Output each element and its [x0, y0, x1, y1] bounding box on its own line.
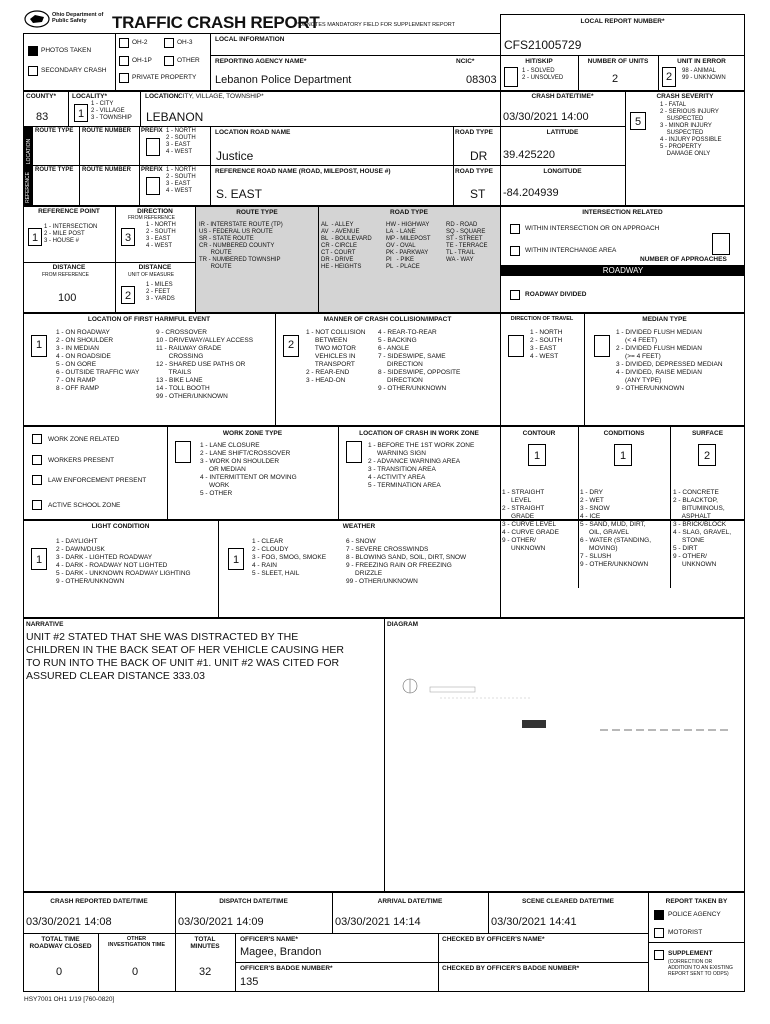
- prefix-label-ref: PREFIX: [141, 167, 163, 173]
- officer-name: Magee, Brandon: [240, 946, 322, 958]
- road-type-title: ROAD TYPE: [390, 209, 428, 216]
- checked-by-name-label: CHECKED BY OFFICER'S NAME*: [442, 936, 545, 943]
- roadway-divided-checkbox[interactable]: [510, 290, 520, 300]
- total-time: 0: [56, 966, 63, 978]
- logo-text: Ohio Department of Public Safety: [52, 12, 104, 24]
- first-harmful-box[interactable]: 1: [31, 335, 47, 357]
- prefix-options-location: 1 - NORTH 2 - SOUTH 3 - EAST 4 - WEST: [166, 128, 196, 155]
- distance-value: 100: [58, 292, 77, 304]
- police-agency-label: POLICE AGENCY: [668, 911, 721, 918]
- prefix-box-ref[interactable]: [146, 177, 160, 195]
- ohio-seal-icon: [24, 10, 50, 28]
- photos-taken-checkbox[interactable]: [28, 46, 38, 56]
- report-title: TRAFFIC CRASH REPORT: [112, 13, 320, 32]
- scene-cleared: 03/30/2021 14:41: [491, 916, 577, 928]
- private-property-label: PRIVATE PROPERTY: [132, 74, 197, 81]
- route-type-label: ROUTE TYPE: [35, 128, 74, 134]
- reporting-agency: Lebanon Police Department: [215, 74, 352, 86]
- work-zone-related-checkbox[interactable]: [32, 434, 42, 444]
- roadway-divided-label: ROADWAY DIVIDED: [525, 291, 587, 298]
- other-label: OTHER: [177, 57, 200, 64]
- number-of-units-label: NUMBER OF UNITS: [587, 58, 649, 65]
- direction-sub: FROM REFERENCE: [128, 215, 175, 221]
- distance-unit-box[interactable]: 2: [121, 286, 135, 304]
- workers-present-label: WORKERS PRESENT: [48, 457, 115, 464]
- ncic-label: NCIC*: [456, 58, 475, 65]
- reference-road-type: ST: [470, 187, 486, 201]
- local-information-label: LOCAL INFORMATION: [215, 36, 285, 43]
- unit-in-error-options: 98 - ANIMAL 99 - UNKNOWN: [682, 68, 726, 81]
- secondary-crash-label: SECONDARY CRASH: [41, 67, 107, 74]
- workers-present-checkbox[interactable]: [32, 455, 42, 465]
- road-type-label-ref: ROAD TYPE: [455, 168, 493, 175]
- weather-col1: 1 - CLEAR 2 - CLOUDY 3 - FOG, SMOG, SMOKE 4 - RAIN 5 - SLEET, HAIL: [252, 538, 327, 577]
- surface-title: SURFACE: [691, 430, 724, 437]
- locality-label: LOCALITY*: [72, 93, 108, 100]
- report-taken-title: REPORT TAKEN BY: [665, 898, 728, 905]
- diagram-street-label: [430, 687, 475, 692]
- unit-in-error-label: UNIT IN ERROR: [677, 58, 726, 65]
- light-title: LIGHT CONDITION: [91, 523, 150, 530]
- route-number-label-ref: ROUTE NUMBER: [82, 167, 131, 173]
- distance-unit-label: DISTANCE: [138, 264, 172, 271]
- dispatch: 03/30/2021 14:09: [178, 916, 264, 928]
- reporting-agency-label: REPORTING AGENCY NAME*: [215, 58, 307, 65]
- law-enforcement-label: LAW ENFORCEMENT PRESENT: [48, 477, 147, 484]
- location-value: LEBANON: [146, 110, 204, 124]
- work-zone-type-options: 1 - LANE CLOSURE 2 - LANE SHIFT/CROSSOVER 3 - WORK ON SHOULDER OR MEDIAN 4 - INTERMITTENT OR MOVING WORK 5 - OTHER: [200, 442, 297, 497]
- secondary-crash-checkbox[interactable]: [28, 66, 38, 76]
- route-type-title: ROUTE TYPE: [236, 209, 278, 216]
- odps-logo: [24, 10, 114, 30]
- median-title: MEDIAN TYPE: [642, 316, 687, 323]
- oh2-checkbox[interactable]: [119, 38, 129, 48]
- distance-unit-options: 1 - MILES 2 - FEET 3 - YARDS: [146, 282, 175, 302]
- conditions-options: 1 - DRY 2 - WET 3 - SNOW 4 - ICE 5 - SAND, MUD, DIRT, OIL, GRAVEL 6 - WATER (STANDING, MOVING) 7 - SLUSH 9 - OTHER/UNKNOWN: [580, 489, 652, 568]
- motorist-label: MOTORIST: [668, 929, 703, 936]
- hit-skip-label: HIT/SKIP: [525, 58, 553, 65]
- private-property-checkbox[interactable]: [119, 73, 129, 83]
- light-box[interactable]: 1: [31, 548, 47, 570]
- manner-title: MANNER OF CRASH COLLISION/IMPACT: [323, 316, 452, 323]
- reference-point-label: REFERENCE POINT: [38, 208, 100, 215]
- crash-datetime-label: CRASH DATE/TIME*: [531, 93, 594, 100]
- crash-reported-label: CRASH REPORTED DATE/TIME: [50, 898, 148, 905]
- diagram-vehicle: [522, 720, 546, 728]
- location-hint: CITY, VILLAGE, TOWNSHIP*: [178, 93, 264, 100]
- oh2-label: OH-2: [132, 39, 148, 46]
- intersection-related-title: INTERSECTION RELATED: [582, 209, 663, 216]
- weather-title: WEATHER: [342, 523, 376, 530]
- direction-travel-options: 1 - NORTH 2 - SOUTH 3 - EAST 4 - WEST: [530, 329, 563, 360]
- contour-title: CONTOUR: [522, 430, 556, 437]
- conditions-box[interactable]: 1: [614, 444, 632, 466]
- other-investigation-label: OTHER INVESTIGATION TIME: [107, 936, 166, 948]
- prefix-options-ref: 1 - NORTH 2 - SOUTH 3 - EAST 4 - WEST: [166, 167, 196, 194]
- mandatory-note: *DENOTES MANDATORY FIELD FOR SUPPLEMENT REPORT: [297, 22, 456, 28]
- latitude-value: 39.425220: [503, 149, 555, 161]
- route-type-label-ref: ROUTE TYPE: [35, 167, 74, 173]
- first-harmful-col1: 1 - ON ROADWAY 2 - ON SHOULDER 3 - IN MEDIAN 4 - ON ROADSIDE 5 - ON GORE 6 - OUTSIDE TRAFFIC WAY 7 - ON RAMP 8 - OFF RAMP: [56, 329, 140, 392]
- weather-box[interactable]: 1: [228, 548, 244, 570]
- longitude-value: -84.204939: [503, 187, 559, 199]
- hit-skip-options: 1 - SOLVED 2 - UNSOLVED: [522, 68, 564, 81]
- side-reference-label: REFERENCE: [24, 172, 31, 203]
- median-box[interactable]: [594, 335, 610, 357]
- diagram-title: DIAGRAM: [387, 621, 419, 628]
- median-options: 1 - DIVIDED FLUSH MEDIAN (< 4 FEET) 2 - DIVIDED FLUSH MEDIAN (>= 4 FEET) 3 - DIVIDED, DEPRESSED MEDIAN 4 - DIVIDED, RAISE MEDIAN (ANY TYPE) 9 - OTHER/UNKNOWN: [616, 329, 723, 392]
- dispatch-label: DISPATCH DATE/TIME: [219, 898, 288, 905]
- oh3-label: OH-3: [177, 39, 193, 46]
- other-checkbox[interactable]: [164, 56, 174, 66]
- prefix-box-location[interactable]: [146, 138, 160, 156]
- crash-severity-options: 1 - FATAL 2 - SERIOUS INJURY SUSPECTED 3 - MINOR INJURY SUSPECTED 4 - INJURY POSSIBLE 5 - PROPERTY DAMAGE ONLY: [660, 102, 722, 157]
- location-road: Justice: [216, 149, 254, 163]
- locality-box[interactable]: 1: [74, 104, 88, 122]
- local-report-number: CFS21005729: [504, 38, 582, 52]
- direction-options: 1 - NORTH 2 - SOUTH 3 - EAST 4 - WEST: [146, 222, 176, 249]
- road-type-label-location: ROAD TYPE: [455, 129, 493, 136]
- distance-label: DISTANCE: [52, 264, 86, 271]
- crash-reported: 03/30/2021 14:08: [26, 916, 112, 928]
- work-zone-location-title: LOCATION OF CRASH IN WORK ZONE: [359, 430, 479, 437]
- arrival-label: ARRIVAL DATE/TIME: [377, 898, 443, 905]
- hit-skip-box[interactable]: [504, 67, 518, 87]
- distance-sub: FROM REFERENCE: [42, 272, 89, 278]
- road-type-col1: AL - ALLEY AV - AVENUE BL - BOULEVARD CR - CIRCLE CT - COURT DR - DRIVE HE - HEIGHTS: [321, 222, 372, 270]
- location-label: LOCATION:: [145, 93, 181, 100]
- oh3-checkbox[interactable]: [164, 38, 174, 48]
- ncic-value: 08303: [466, 74, 497, 86]
- manner-col1: 1 - NOT COLLISION BETWEEN TWO MOTOR VEHICLES IN TRANSPORT 2 - REAR-END 3 - HEAD-ON: [306, 329, 366, 384]
- crash-severity-label: CRASH SEVERITY: [656, 93, 714, 100]
- total-time-label: TOTAL TIME ROADWAY CLOSED: [29, 936, 92, 950]
- work-zone-type-box[interactable]: [175, 441, 191, 463]
- manner-box[interactable]: 2: [283, 335, 299, 357]
- scene-cleared-label: SCENE CLEARED DATE/TIME: [522, 898, 614, 905]
- locality-options: 1 - CITY 2 - VILLAGE 3 - TOWNSHIP: [91, 101, 132, 121]
- surface-options: 1 - CONCRETE 2 - BLACKTOP, BITUMINOUS, ASPHALT 3 - BRICK/BLOCK 4 - SLAG, GRAVEL, STONE 5 - DIRT 9 - OTHER/ UNKNOWN: [673, 489, 732, 568]
- total-minutes-label: TOTAL MINUTES: [190, 936, 220, 950]
- latitude-label: LATITUDE: [546, 129, 579, 136]
- officer-name-label: OFFICER'S NAME*: [240, 936, 298, 943]
- law-enforcement-checkbox[interactable]: [32, 475, 42, 485]
- work-zone-location-box[interactable]: [346, 441, 362, 463]
- number-of-approaches-box[interactable]: [712, 233, 730, 255]
- direction-label: DIRECTION: [137, 208, 173, 215]
- supplement-label: SUPPLEMENT: [668, 950, 713, 957]
- badge-label: OFFICER'S BADGE NUMBER*: [240, 965, 333, 972]
- contour-options: 1 - STRAIGHT LEVEL 2 - STRAIGHT GRADE 3 - CURVE LEVEL 4 - CURVE GRADE 9 - OTHER/ UNKNOWN: [502, 489, 559, 552]
- checked-by-badge-label: CHECKED BY OFFICER'S BADGE NUMBER*: [442, 965, 580, 972]
- crash-datetime: 03/30/2021 14:00: [503, 111, 589, 123]
- first-harmful-col2: 9 - CROSSOVER 10 - DRIVEWAY/ALLEY ACCESS 11 - RAILWAY GRADE CROSSING 12 - SHARED USE PATHS OR TRAILS 13 - BIKE LANE 14 - TOLL BOOTH 99 - OTHER/UNKNOWN: [156, 329, 254, 400]
- number-of-units: 2: [612, 73, 619, 85]
- number-of-approaches-label: NUMBER OF APPROACHES: [640, 256, 727, 263]
- light-options: 1 - DAYLIGHT 2 - DAWN/DUSK 3 - DARK - LIGHTED ROADWAY 4 - DARK - ROADWAY NOT LIGHTED 5 - DARK - UNKNOWN ROADWAY LIGHTING 9 - OTHER/UNKNOWN: [56, 538, 191, 585]
- reference-point-box[interactable]: 1: [28, 228, 42, 246]
- local-report-number-label: LOCAL REPORT NUMBER*: [580, 18, 665, 25]
- work-zone-location-options: 1 - BEFORE THE 1ST WORK ZONE WARNING SIGN 2 - ADVANCE WARNING AREA 3 - TRANSITION AREA 4 - ACTIVITY AREA 5 - TERMINATION AREA: [368, 442, 475, 489]
- route-type-options: IR - INTERSTATE ROUTE (TP) US - FEDERAL US ROUTE SR - STATE ROUTE CR - NUMBERED COUNTY ROUTE TR - NUMBERED TOWNSHIP ROUTE: [199, 222, 283, 270]
- work-zone-related-label: WORK ZONE RELATED: [48, 436, 120, 443]
- within-intersection-checkbox[interactable]: [510, 224, 520, 234]
- road-type-col2: HW - HIGHWAY LA - LANE MP - MILEPOST OV - OVAL PK - PARKWAY PI - PIKE PL - PLACE: [386, 222, 431, 270]
- contour-box[interactable]: 1: [528, 444, 546, 466]
- arrival: 03/30/2021 14:14: [335, 916, 421, 928]
- direction-travel-title: DIRECTION OF TRAVEL: [510, 316, 574, 322]
- oh1p-label: OH-1P: [132, 57, 152, 64]
- motorist-checkbox[interactable]: [654, 928, 664, 938]
- location-road-label: LOCATION ROAD NAME: [215, 129, 291, 136]
- photos-taken-label: PHOTOS TAKEN: [41, 47, 92, 54]
- surface-box[interactable]: 2: [698, 444, 716, 466]
- within-interchange-checkbox[interactable]: [510, 246, 520, 256]
- supplement-note: (CORRECTION OR ADDITION TO AN EXISTING REPORT SENT TO ODPS): [668, 959, 733, 977]
- work-zone-type-title: WORK ZONE TYPE: [222, 430, 283, 437]
- narrative-title: NARRATIVE: [26, 621, 64, 628]
- other-investigation: 0: [132, 966, 139, 978]
- narrative-text: UNIT #2 STATED THAT SHE WAS DISTRACTED BY THE CHILDREN IN THE BACK SEAT OF HER VEHICLE CAUSING HER TO RUN INTO THE BACK OF UNIT #1. UNIT #2 WAS CITED FOR ASSURED CLEAR DISTANCE 333.03: [26, 631, 344, 682]
- direction-travel-box[interactable]: [508, 335, 524, 357]
- prefix-label: PREFIX: [141, 128, 163, 134]
- unit-in-error-box[interactable]: 2: [662, 67, 676, 87]
- crash-severity-box[interactable]: 5: [630, 112, 646, 130]
- within-intersection-label: WITHIN INTERSECTION OR ON APPROACH: [525, 225, 660, 232]
- roadway-bar: ROADWAY: [501, 265, 745, 276]
- road-type-col3: RD - ROAD SQ - SQUARE ST - STREET TE - TERRACE TL - TRAIL WA - WAY: [446, 222, 488, 263]
- weather-col2: 6 - SNOW 7 - SEVERE CROSSWINDS 8 - BLOWING SAND, SOIL, DIRT, SNOW 9 - FREEZING RAIN OR FREEZING DRIZZLE 99 - OTHER/UNKNOWN: [346, 538, 467, 585]
- supplement-checkbox[interactable]: [654, 950, 664, 960]
- location-road-type: DR: [470, 149, 488, 163]
- reference-road-label: REFERENCE ROAD NAME (ROAD, MILEPOST, HOUSE #): [215, 168, 391, 175]
- county-label: COUNTY*: [26, 93, 56, 100]
- first-harmful-title: LOCATION OF FIRST HARMFUL EVENT: [87, 316, 211, 323]
- longitude-label: LONGITUDE: [543, 168, 582, 175]
- north-arrow-icon: [403, 679, 417, 693]
- reference-road: S. EAST: [216, 187, 263, 201]
- diagram-sketch: [390, 670, 740, 850]
- oh1p-checkbox[interactable]: [119, 56, 129, 66]
- side-location-label: LOCATION: [26, 138, 33, 165]
- direction-box[interactable]: 3: [121, 228, 135, 246]
- active-school-checkbox[interactable]: [32, 500, 42, 510]
- county-value: 83: [36, 111, 49, 123]
- distance-unit-sub: UNIT OF MEASURE: [128, 272, 175, 278]
- police-agency-checkbox[interactable]: [654, 910, 664, 920]
- total-minutes: 32: [199, 966, 212, 978]
- within-interchange-label: WITHIN INTERCHANGE AREA: [525, 247, 617, 254]
- manner-col2: 4 - REAR-TO-REAR 5 - BACKING 6 - ANGLE 7 - SIDESWIPE, SAME DIRECTION 8 - SIDESWIPE, OPPOSITE DIRECTION 9 - OTHER/UNKNOWN: [378, 329, 461, 392]
- form-id: HSY7001 OH1 1/19 [760-0820]: [24, 996, 115, 1003]
- route-number-label: ROUTE NUMBER: [82, 128, 131, 134]
- reference-point-options: 1 - INTERSECTION 2 - MILE POST 3 - HOUSE #: [44, 224, 98, 244]
- badge: 135: [240, 976, 259, 988]
- active-school-label: ACTIVE SCHOOL ZONE: [48, 502, 121, 509]
- conditions-title: CONDITIONS: [603, 430, 645, 437]
